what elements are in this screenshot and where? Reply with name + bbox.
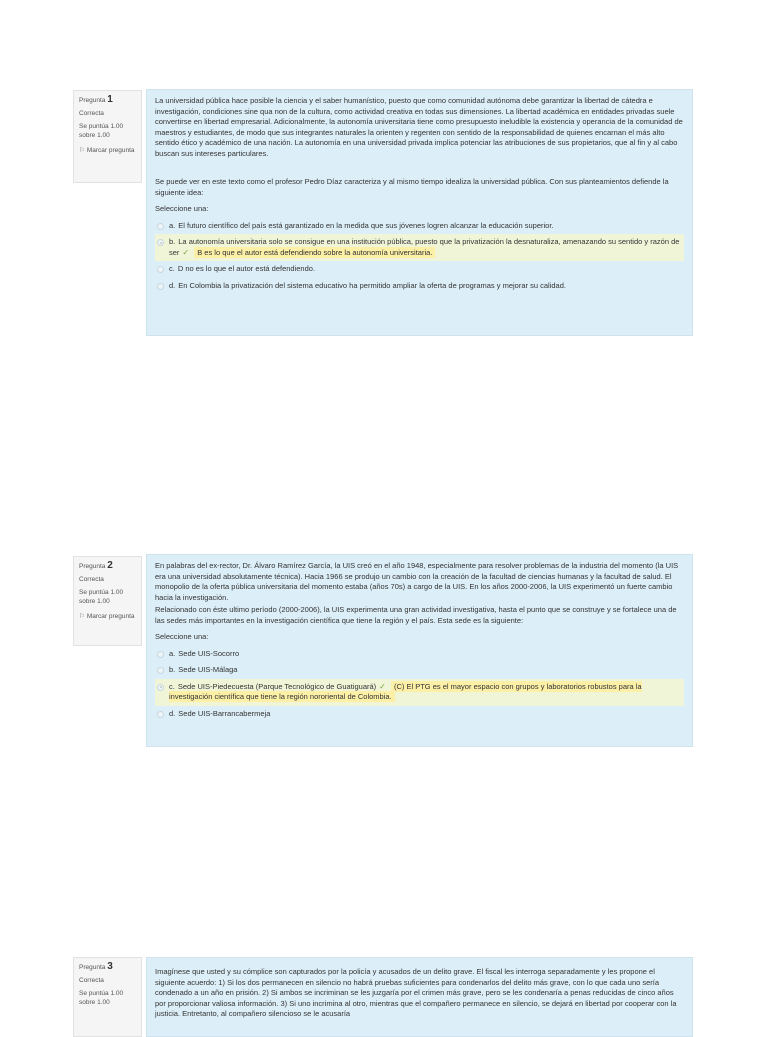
question-text: La universidad pública hace posible la ciencia y el saber humanístico, puesto que como comunidad autónoma debe garantizar la libertad de cátedra e investigación, condiciones sine qua non de la cultura, como actividad creativa en todas sus dimensiones. La libertad académica en entidades privadas suele convertirse en libertad empresarial. Adicionalmente, la autonomía universitaria tiene como presupuesto ineludible la existencia y operancia de la comunidad de maestros y estudiantes, de modo que sus integrantes naturales la orienten y regenten con sentido de la responsabilidad de quienes encarnan el más alto sentido ético y académico de una nación. La autonomía en una universidad privada implica potenciar las atribuciones de sus propietarios, que al fin y al cabo buscan sus intereses particulares. <box>155 96 683 158</box>
radio-button[interactable] <box>157 711 164 718</box>
radio-button[interactable] <box>157 283 164 290</box>
question-number: Pregunta 2 <box>79 560 113 571</box>
check-icon: ✓ <box>182 247 190 257</box>
question-grade: Se puntúa 1.00 sobre 1.00 <box>79 589 124 605</box>
flag-question-link[interactable]: ⚐ Marcar pregunta <box>79 147 135 154</box>
answer-option-d[interactable]: d. En Colombia la privatización del sistema educativo ha permitido ampliar la oferta de programas y mejorar su calidad. <box>155 278 684 295</box>
question-grade: Se puntúa 1.00 sobre 1.00 <box>79 123 124 139</box>
question-info-3 <box>73 957 142 1037</box>
answer-option-a[interactable]: a. Sede UIS-Socorro <box>155 646 684 663</box>
question-grade: Se puntúa 1.00 sobre 1.00 <box>79 990 124 1006</box>
question-number: Pregunta 1 <box>79 94 113 105</box>
question-text: Imagínese que usted y su cómplice son capturados por la policía y acusados de un delito grave. El fiscal les interroga separadamente y les propone el siguiente acuerdo: 1) Si los dos permanecen en silencio no habrá pruebas suficientes para condenarlos del delito más grave, con lo que cada uno sería condenado a un año en prisión. 2) Si ambos se incriminan se les juzgaría por el crimen más grave, pero se les condenaría a penas reducidas de cinco años por proporcionar valiosa información. 3) Si uno incrimina al otro, mientras que el compañero permanece en silencio, se dejará en libertad por cooperar con la justicia. Entretanto, al compañero silencioso se le acusaría <box>155 967 677 1018</box>
check-icon: ✓ <box>379 681 386 691</box>
option-feedback: (C) El PTG es el mayor espacio con grupos y laboratorios robustos para la investigación científica que tiene la región nororiental de Colombia. <box>169 681 642 701</box>
answer-option-d[interactable]: d. Sede UIS-Barrancabermeja <box>155 706 684 723</box>
question-info-1 <box>73 90 142 183</box>
radio-button[interactable] <box>157 223 164 230</box>
answer-option-c[interactable]: c. Sede UIS-Piedecuesta (Parque Tecnológico de Guatiguará) ✓ (C) El PTG es el mayor espacio con grupos y laboratorios robustos para la investigación científica que tiene la región nororiental de Colombia. <box>155 679 684 706</box>
radio-button[interactable] <box>157 266 164 273</box>
radio-button[interactable] <box>157 239 164 246</box>
select-one-label: Seleccione una: <box>155 632 209 641</box>
answer-options <box>155 646 684 723</box>
question-state: Correcta <box>79 576 104 583</box>
radio-button[interactable] <box>157 684 164 691</box>
flag-icon: ⚐ <box>79 147 85 154</box>
question-prompt-text: Relacionado con éste ultimo período (2000-2006), la UIS experimenta una gran actividad investigativa, hasta el punto que se construye y se fortalece una de las sedes más importantes en la investigación científica que tiene la región y el país. Esta sede es la siguiente: <box>155 605 677 625</box>
answer-option-a[interactable]: a. El futuro científico del país está garantizado en la medida que sus jóvenes logren alcanzar la educación superior. <box>155 218 684 235</box>
radio-button[interactable] <box>157 651 164 658</box>
question-content-3 <box>146 957 693 1037</box>
question-info-2 <box>73 556 142 646</box>
question-content-1 <box>146 89 693 336</box>
select-one-label: Seleccione una: <box>155 204 209 213</box>
answer-option-b[interactable]: b. Sede UIS-Málaga <box>155 662 684 679</box>
question-prompt-text: Se puede ver en este texto como el profesor Pedro Díaz caracteriza y al mismo tiempo idealiza la universidad pública. Con sus planteamientos defiende la siguiente idea: <box>155 177 669 197</box>
flag-question-link[interactable]: ⚐ Marcar pregunta <box>79 613 135 620</box>
answer-options <box>155 218 684 295</box>
question-content-2 <box>146 554 693 747</box>
option-feedback: B es lo que el autor está defendiendo sobre la autonomía universitaria. <box>194 247 435 258</box>
question-state: Correcta <box>79 977 104 984</box>
question-text: En palabras del ex-rector, Dr. Álvaro Ramírez García, la UIS creó en el año 1948, especialmente para resolver problemas de la industria del momento (la UIS era una universidad absolutamente técnica). Hacia 1966 se produjo un cambio con la creación de la facultad de ciencias humanas y la facultad de salud. El monopolio de la oferta pública universitaria del momento estaba (años 70s) a cargo de la UIS. En los años 2000-2006, la UIS experimentó un fuerte cambio hacia la investigación. <box>155 561 679 602</box>
question-state: Correcta <box>79 110 104 117</box>
answer-option-c[interactable]: c. D no es lo que el autor está defendiendo. <box>155 261 684 278</box>
flag-icon: ⚐ <box>79 613 85 620</box>
radio-button[interactable] <box>157 667 164 674</box>
question-number: Pregunta 3 <box>79 961 113 972</box>
answer-option-b[interactable]: b. La autonomía universitaria solo se consigue en una institución pública, puesto que la privatización la desnaturaliza, amenazando su sentido y razón de ser ✓ B es lo que el autor está defendiendo sobre la autonomía universitaria. <box>155 234 684 261</box>
